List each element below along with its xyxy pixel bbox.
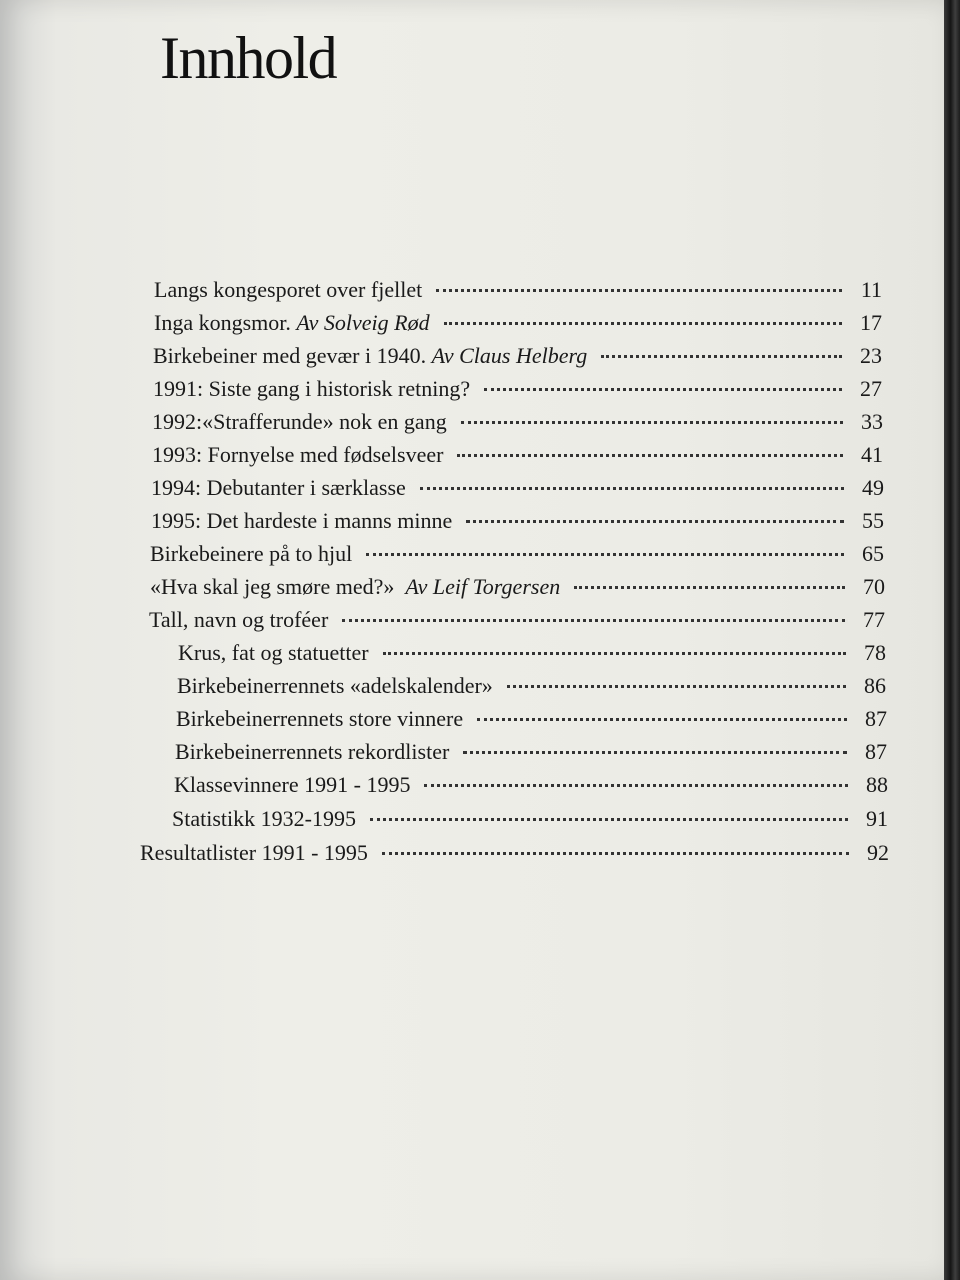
leader-dots — [574, 586, 845, 589]
toc-entry-title: Birkebeinerrennets store vinnere — [176, 706, 464, 731]
toc-page-number: 87 — [865, 706, 887, 731]
leader-dots — [477, 718, 847, 721]
toc-entry — [150, 574, 885, 608]
leader-dots — [370, 818, 848, 821]
leader-dots — [424, 784, 848, 787]
toc-entry-title: Tall, navn og troféer — [149, 607, 329, 632]
leader-dots — [383, 652, 846, 655]
toc-entry-title: Birkebeinerrennets «adelskalender» — [177, 673, 493, 698]
toc-entry-title: 1994: Debutanter i særklasse — [151, 475, 406, 500]
toc-entry-title: 1991: Siste gang i historisk retning? — [153, 376, 471, 401]
leader-dots — [507, 685, 846, 688]
toc-entry — [149, 607, 885, 641]
leader-dots — [601, 355, 842, 358]
leader-dots — [463, 751, 847, 754]
toc-page-number: 77 — [863, 607, 885, 632]
leader-dots — [457, 454, 843, 457]
toc-entry — [153, 343, 882, 377]
toc-page-number: 23 — [860, 343, 882, 368]
toc-page-number: 11 — [860, 277, 882, 302]
toc-entry — [151, 508, 884, 542]
toc-entry — [150, 541, 884, 575]
toc-subentry — [174, 772, 888, 806]
toc-page-number: 70 — [863, 574, 885, 599]
toc-page-number: 33 — [861, 409, 883, 434]
toc-entry-title: Statistikk 1932-1995 — [172, 806, 356, 831]
toc-subentry — [172, 806, 888, 840]
toc-subentry — [177, 673, 886, 707]
toc-entry — [152, 442, 883, 476]
toc-page-number: 55 — [862, 508, 884, 533]
leader-dots — [382, 852, 849, 855]
toc-entry-title: Klassevinnere 1991 - 1995 — [174, 772, 411, 797]
toc-page-number: 27 — [860, 376, 882, 401]
page-title: Innhold — [160, 25, 337, 91]
leader-dots — [466, 520, 844, 523]
toc-entry-title: 1993: Fornyelse med fødselsveer — [152, 442, 444, 467]
toc-entry — [152, 409, 883, 443]
toc-entry-title: 1995: Det hardeste i manns minne — [151, 508, 453, 533]
leader-dots — [420, 487, 844, 490]
toc-entry — [151, 475, 884, 509]
toc-subentry — [176, 706, 887, 740]
toc-page-number: 17 — [860, 310, 882, 335]
toc-page-number: 92 — [867, 840, 889, 865]
toc-page-number: 41 — [861, 442, 883, 467]
toc-entry-title: Birkebeinere på to hjul — [150, 541, 353, 566]
leader-dots — [436, 289, 842, 292]
toc-entry — [140, 840, 889, 874]
toc-subentry — [175, 739, 887, 773]
leader-dots — [444, 322, 842, 325]
toc-entry-title: Birkebeinerrennets rekordlister — [175, 739, 450, 764]
toc-page-number: 49 — [862, 475, 884, 500]
toc-entry-title: Krus, fat og statuetter — [178, 640, 369, 665]
toc-page-number: 87 — [865, 739, 887, 764]
toc-entry-title: 1992:«Strafferunde» nok en gang — [152, 409, 447, 434]
leader-dots — [342, 619, 845, 622]
toc-entry-title: Resultatlister 1991 - 1995 — [140, 840, 368, 865]
toc-page-number: 65 — [862, 541, 884, 566]
toc-entry — [154, 277, 882, 311]
leader-dots — [366, 553, 844, 556]
leader-dots — [461, 421, 843, 424]
toc-subentry — [178, 640, 886, 674]
leader-dots — [484, 388, 842, 391]
toc-entry-title: «Hva skal jeg smøre med?» Av Leif Torgersen — [150, 574, 561, 599]
toc-page-number: 78 — [864, 640, 886, 665]
toc-page-number: 88 — [866, 772, 888, 797]
toc-page-number: 91 — [866, 806, 888, 831]
toc-entry-title: Langs kongesporet over fjellet — [154, 277, 423, 302]
toc-entry-title: Inga kongsmor. Av Solveig Rød — [154, 310, 430, 335]
toc-entry — [154, 310, 882, 344]
toc-page-number: 86 — [864, 673, 886, 698]
toc-entry — [153, 376, 882, 410]
book-edge — [944, 0, 960, 1280]
toc-entry-title: Birkebeiner med gevær i 1940. Av Claus Helberg — [153, 343, 588, 368]
